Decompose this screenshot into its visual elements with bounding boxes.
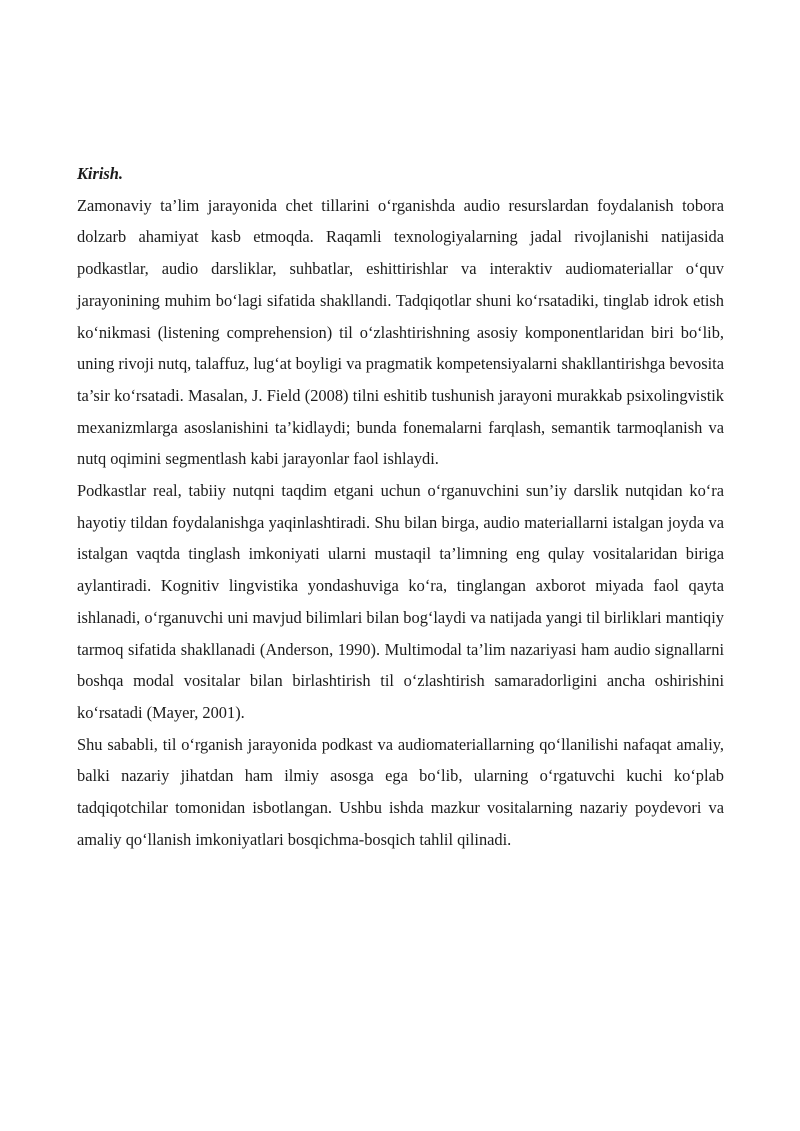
paragraph-2: Podkastlar real, tabiiy nutqni taqdim etgani uchun o‘rganuvchini sun’iy darslik nutqidan ko‘ra hayotiy tildan foydalanishga yaqinlashtiradi. Shu bilan birga, audio materiallarni istalgan joyda va istalgan vaqtda tinglash imkoniyati ularni mustaqil ta’limning eng qulay vositalaridan biriga aylantiradi. Kognitiv lingvistika yondashuviga ko‘ra, tinglangan axborot miyada faol qayta ishlanadi, o‘rganuvchi uni mavjud bilimlari bilan bog‘laydi va natijada yangi til birliklari mantiqiy tarmoq sifatida shakllanadi (Anderson, 1990). Multimodal ta’lim nazariyasi ham audio signallarni boshqa modal vositalar bilan birlashtirish til o‘zlashtirish samaradorligini ancha oshirishini ko‘rsatadi (Mayer, 2001). xyxy=(77,481,724,722)
section-heading: Kirish. xyxy=(77,164,124,183)
paragraph-1: Zamonaviy ta’lim jarayonida chet tillarini o‘rganishda audio resurslardan foydalanish tobora dolzarb ahamiyat kasb etmoqda. Raqamli texnologiyalarning jadal rivojlanishi natijasida podkastlar, audio darsliklar, suhbatlar, eshittirishlar va interaktiv audiomateriallar o‘quv jarayonining muhim bo‘lagi sifatida shakllandi. Tadqiqotlar shuni ko‘rsatadiki, tinglab idrok etish ko‘nikmasi (listening comprehension) til o‘zlashtirishning asosiy komponentlaridan biri bo‘lib, uning rivoji nutq, talaffuz, lug‘at boyligi va pragmatik kompetensiyalarni shakllantirishga bevosita ta’sir ko‘rsatadi. Masalan, J. Field (2008) tilni eshitib tushunish jarayoni murakkab psixolingvistik mexanizmlarga asoslanishini ta’kidlaydi; bunda fonemalarni farqlash, semantik tarmoqlanish va nutq oqimini segmentlash kabi jarayonlar faol ishlaydi. xyxy=(77,195,724,469)
paragraph-3: Shu sababli, til o‘rganish jarayonida podkast va audiomateriallarning qo‘llanilishi nafaqat amaliy, balki nazariy jihatdan ham ilmiy asosga ega bo‘lib, ularning o‘rgatuvchi kuchi ko‘plab tadqiqotchilar tomonidan isbotlangan. Ushbu ishda mazkur vositalarning nazariy poydevori va amaliy qo‘llanish imkoniyatlari bosqichma-bosqich tahlil qilinadi. xyxy=(77,734,724,849)
document-body xyxy=(77,158,724,855)
